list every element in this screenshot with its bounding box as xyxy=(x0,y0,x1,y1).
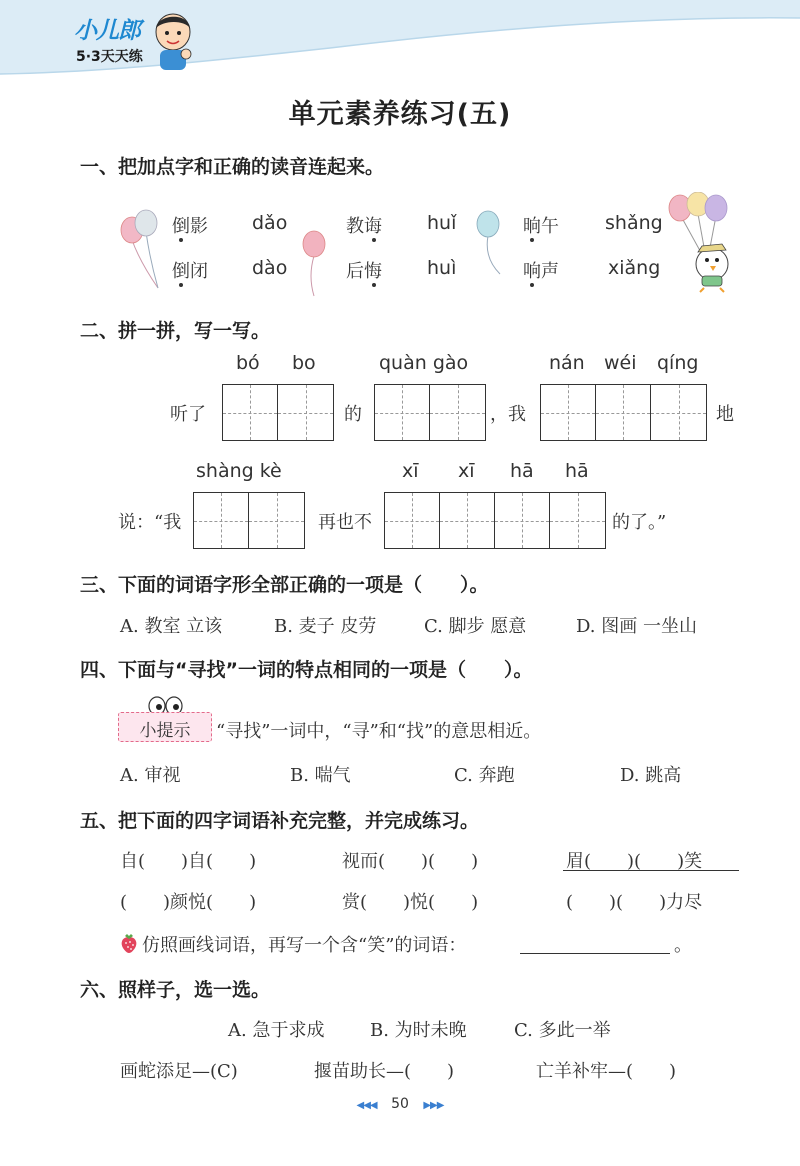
right-arrows-icon: ▶▶▶ xyxy=(423,1100,444,1111)
balloons-icon xyxy=(110,200,170,290)
writing-cell[interactable] xyxy=(495,493,550,548)
writing-grid-nanweiqing[interactable] xyxy=(540,384,707,441)
pinyin-bo2: bó xyxy=(236,352,260,374)
writing-cell[interactable] xyxy=(194,493,249,548)
option-a[interactable]: A. 审视 xyxy=(120,765,181,786)
idiom-blank[interactable]: ( )颜悦( ) xyxy=(120,892,257,913)
option-c[interactable]: C. 脚步 愿意 xyxy=(424,616,527,637)
writing-cell[interactable] xyxy=(541,385,596,440)
section6-heading: 六、照样子，选一选。 xyxy=(80,979,271,1001)
brand-logo: 小儿郎 xyxy=(74,18,140,44)
text-di: 地 xyxy=(716,404,734,425)
section4-heading: 四、下面与“寻找”一词的特点相同的一项是（ ）。 xyxy=(80,659,533,681)
balloon-icon xyxy=(296,228,332,298)
writing-cell[interactable] xyxy=(223,385,278,440)
writing-cell[interactable] xyxy=(440,493,495,548)
page-title: 单元素养练习(五) xyxy=(288,99,512,130)
match-item[interactable]: 揠苗助长—( ) xyxy=(314,1061,455,1082)
text-shuo-wo: 说：“我 xyxy=(118,512,182,533)
writing-cell[interactable] xyxy=(385,493,440,548)
section1-heading: 一、把加点字和正确的读音连起来。 xyxy=(80,156,385,178)
match-item-example: 画蛇添足—(C) xyxy=(120,1061,238,1082)
writing-cell[interactable] xyxy=(375,385,430,440)
option-b[interactable]: B. 喘气 xyxy=(290,765,351,786)
pinyin-bo: bo xyxy=(292,352,316,374)
section2-heading: 二、拼一拼，写一写。 xyxy=(80,320,271,342)
idiom-blank[interactable]: 自( )自( ) xyxy=(120,851,257,872)
task-period: 。 xyxy=(674,935,692,956)
match-item[interactable]: 亡羊补牢—( ) xyxy=(536,1061,677,1082)
emphasis-dot xyxy=(372,238,376,242)
writing-cell[interactable] xyxy=(430,385,485,440)
pinyin-nan: nán xyxy=(549,352,585,374)
word-houhui: 后悔 xyxy=(346,261,382,282)
pinyin-hui3: huǐ xyxy=(427,212,457,234)
strawberry-icon xyxy=(118,932,140,954)
text-de: 的 xyxy=(344,404,362,425)
answer-line[interactable] xyxy=(520,953,670,954)
emphasis-dot xyxy=(372,283,376,287)
word-xiangsheng: 响声 xyxy=(523,261,559,282)
hint-text: “寻找”一词中，“寻”和“找”的意思相近。 xyxy=(216,721,542,742)
duck-with-balloons-icon xyxy=(664,192,754,294)
writing-cell[interactable] xyxy=(550,493,605,548)
word-shangwu: 晌午 xyxy=(523,216,559,237)
word-jiaohui: 教诲 xyxy=(346,216,382,237)
pinyin-shang3: shǎng xyxy=(605,212,663,234)
task-instruction: 仿照画线词语，再写一个含“笑”的词语： xyxy=(142,935,467,956)
page-number-footer xyxy=(0,1096,800,1112)
pinyin-dao4: dào xyxy=(252,257,288,279)
pinyin-shangke: shàng kè xyxy=(196,460,282,482)
pinyin-quangao: quàn gào xyxy=(379,352,469,374)
emphasis-dot xyxy=(179,283,183,287)
section5-heading: 五、把下面的四字词语补充完整，并完成练习。 xyxy=(80,810,480,832)
word-daoying: 倒影 xyxy=(172,216,208,237)
writing-grid-xixihaha[interactable] xyxy=(384,492,606,549)
hint-label: 小提示 xyxy=(139,721,191,741)
pinyin-dao3: dǎo xyxy=(252,212,288,234)
idiom-underline xyxy=(563,870,739,871)
mascot-boy-icon xyxy=(150,10,196,72)
pinyin-wei: wéi xyxy=(604,352,637,374)
pinyin-ha1-a: hā xyxy=(510,460,534,482)
balloon-icon xyxy=(470,208,510,278)
text-tingle: 听了 xyxy=(170,404,206,425)
idiom-blank-underlined[interactable]: 眉( )( )笑 xyxy=(566,851,703,872)
emphasis-dot xyxy=(530,283,534,287)
writing-grid-bobo[interactable] xyxy=(222,384,334,441)
brand xyxy=(50,8,190,72)
pinyin-ha1-b: hā xyxy=(565,460,589,482)
option-c[interactable]: C. 奔跑 xyxy=(454,765,515,786)
pinyin-xi1-b: xī xyxy=(458,460,475,482)
idiom-blank[interactable]: 视而( )( ) xyxy=(342,851,479,872)
pinyin-xi1-a: xī xyxy=(402,460,419,482)
text-wo: ，我 xyxy=(490,404,526,425)
pinyin-xiang3: xiǎng xyxy=(608,257,661,279)
option-a[interactable]: A. 教室 立该 xyxy=(120,616,223,637)
pinyin-hui4: huì xyxy=(427,257,457,279)
text-dele: 的了。” xyxy=(612,512,667,533)
writing-grid-quangao[interactable] xyxy=(374,384,486,441)
left-arrows-icon: ◀◀◀ xyxy=(356,1100,377,1111)
idiom-blank[interactable]: 赏( )悦( ) xyxy=(342,892,479,913)
writing-cell[interactable] xyxy=(596,385,651,440)
option-d[interactable]: D. 图画 一坐山 xyxy=(576,616,697,637)
option-b[interactable]: B. 麦子 皮劳 xyxy=(274,616,377,637)
hint-badge xyxy=(118,712,212,742)
writing-grid-shangke[interactable] xyxy=(193,492,305,549)
choice-a: A. 急于求成 xyxy=(228,1020,325,1041)
text-zaiyebu: 再也不 xyxy=(318,512,372,533)
writing-cell[interactable] xyxy=(651,385,706,440)
emphasis-dot xyxy=(179,238,183,242)
brand-subtitle: 5·3天天练 xyxy=(76,49,143,65)
page-number: 50 xyxy=(391,1096,409,1112)
word-daobi: 倒闭 xyxy=(172,261,208,282)
choice-b: B. 为时未晚 xyxy=(370,1020,467,1041)
writing-cell[interactable] xyxy=(278,385,333,440)
writing-cell[interactable] xyxy=(249,493,304,548)
option-d[interactable]: D. 跳高 xyxy=(620,765,682,786)
choice-c: C. 多此一举 xyxy=(514,1020,611,1041)
idiom-blank[interactable]: ( )( )力尽 xyxy=(566,892,703,913)
pinyin-qing: qíng xyxy=(657,352,699,374)
emphasis-dot xyxy=(530,238,534,242)
section3-heading: 三、下面的词语字形全部正确的一项是（ ）。 xyxy=(80,574,489,596)
